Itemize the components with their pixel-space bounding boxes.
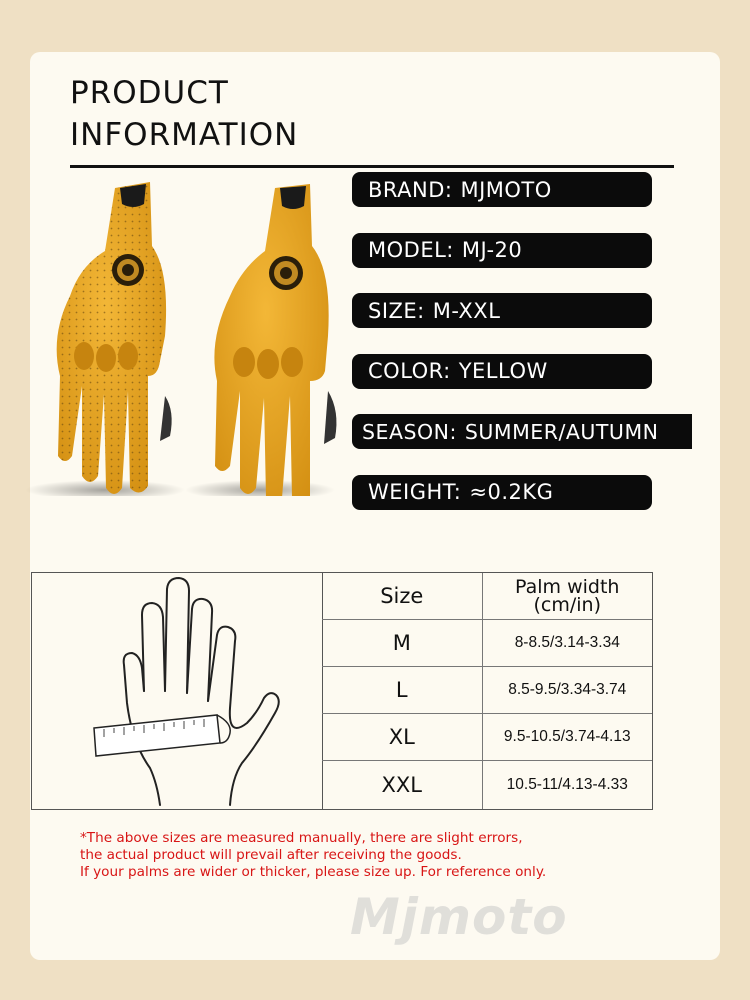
note-line-3: If your palms are wider or thicker, please size up. For reference only.	[80, 864, 547, 880]
table-header-row	[322, 573, 652, 620]
hand-measure-illustration	[32, 573, 323, 809]
spec-brand-value: MJMOTO	[460, 177, 552, 202]
table-row	[322, 667, 652, 714]
page-title	[70, 72, 298, 156]
row-size: L	[322, 667, 483, 713]
right-glove	[214, 184, 336, 496]
spec-size	[352, 293, 652, 328]
spec-model	[352, 233, 652, 268]
table-row	[322, 620, 652, 667]
spec-weight	[352, 475, 652, 510]
sizing-note	[80, 830, 660, 881]
brand-watermark: Mjmoto	[350, 888, 568, 946]
row-palm: 9.5-10.5/3.74-4.13	[503, 728, 631, 745]
note-line-2: the actual product will prevail after receiving the goods.	[80, 847, 462, 863]
table-row	[322, 714, 652, 761]
header-palm-line2: (cm/in)	[533, 594, 602, 616]
title-line-2: INFORMATION	[70, 117, 299, 153]
spec-color-value: YELLOW	[458, 359, 548, 383]
spec-color-key: COLOR:	[368, 359, 451, 383]
row-size: XL	[322, 714, 483, 760]
spec-model-value: MJ-20	[461, 238, 523, 262]
table-row	[322, 761, 652, 809]
spec-size-key: SIZE:	[368, 298, 425, 323]
row-palm: 8-8.5/3.14-3.34	[514, 634, 620, 651]
header-size: Size	[322, 573, 483, 619]
header-palm-width	[483, 573, 652, 619]
gloves-product-image	[10, 176, 340, 496]
spec-season-value: SUMMER/AUTUMN	[464, 419, 659, 444]
left-glove	[57, 182, 172, 494]
spec-model-key: MODEL:	[368, 238, 454, 262]
hand-outline-icon	[32, 573, 322, 809]
note-line-1: *The above sizes are measured manually, there are slight errors,	[80, 830, 523, 846]
title-line-1: PRODUCT	[70, 75, 229, 111]
row-size: M	[322, 620, 483, 666]
header-palm-line1: Palm width	[515, 576, 620, 598]
size-grid	[322, 573, 652, 809]
title-divider	[70, 165, 674, 168]
spec-color	[352, 354, 652, 389]
spec-weight-value: ≈0.2KG	[469, 480, 554, 504]
spec-season	[352, 414, 692, 449]
row-palm: 10.5-11/4.13-4.33	[506, 776, 628, 793]
measuring-tape	[94, 715, 230, 756]
spec-weight-key: WEIGHT:	[368, 480, 462, 504]
row-palm: 8.5-9.5/3.34-3.74	[508, 681, 627, 698]
row-size: XXL	[322, 761, 483, 809]
spec-size-value: M-XXL	[432, 298, 501, 323]
spec-brand	[352, 172, 652, 207]
spec-brand-key: BRAND:	[368, 177, 453, 202]
spec-list	[352, 172, 692, 535]
size-chart	[31, 572, 653, 810]
spec-season-key: SEASON:	[362, 419, 457, 444]
